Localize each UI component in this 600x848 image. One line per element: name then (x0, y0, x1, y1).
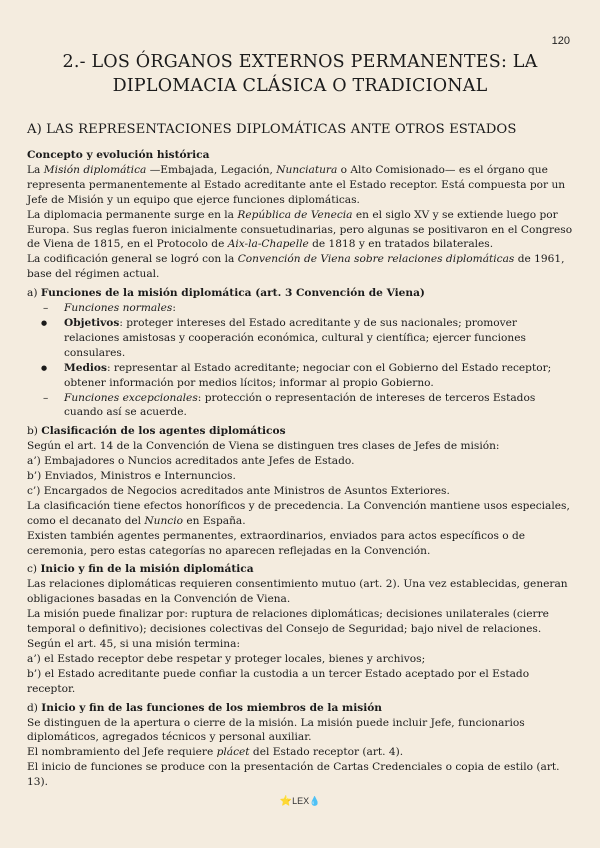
inicio-funciones-paragraph-2: El nombramiento del Jefe requiere plácet del Estado receptor (art. 4). (27, 746, 404, 759)
inicio-funciones-paragraph-1: Se distinguen de la apertura o cierre de la misión. La misión puede incluir Jefe, funcionarios diplomáticos, agregados técnicos y personal auxiliar. (27, 716, 525, 744)
list-item: b’) Enviados, Ministros e Internuncios. (27, 470, 236, 483)
list-item: ● Objetivos: proteger intereses del Estado acreditante y de sus nacionales; promover relaciones amistosas y cooperación económica, cultural y científica; ejercer funciones consulares. (64, 316, 575, 361)
inicio-mision-paragraph-1: Las relaciones diplomáticas requieren consentimiento mutuo (art. 2). Una vez establecidas, generan obligaciones basadas en la Convención de Viena. (27, 578, 568, 606)
drop-icon: 💧 (309, 796, 321, 806)
inicio-mision-heading: c) Inicio y fin de la misión diplomática (27, 563, 254, 576)
clasificacion-intro: Según el art. 14 de la Convención de Viena se distinguen tres clases de Jefes de misión: (27, 440, 500, 453)
concepto-paragraph-3: La codificación general se logró con la Convención de Viena sobre relaciones diplomáticas de 1961, base del régimen actual. (27, 253, 565, 281)
star-icon: ⭐ (279, 796, 293, 807)
inicio-funciones-heading: d) Inicio y fin de las funciones de los miembros de la misión (27, 701, 382, 714)
clasificacion-heading: b) Clasificación de los agentes diplomáticos (27, 425, 286, 438)
list-item: b’) el Estado acreditante puede confiar la custodia a un tercer Estado aceptado por el Estado receptor. (27, 667, 530, 695)
list-item: – Funciones excepcionales: protección o representación de intereses de terceros Estados cuando así se acuerde. (64, 391, 575, 421)
clasificacion-paragraph-3: Existen también agentes permanentes, extraordinarios, enviados para actos específicos o de ceremonia, pero estas categorías no aparecen reflejadas en la Convención. (27, 529, 526, 557)
page-number: 120 (551, 35, 570, 47)
page-title (20, 50, 580, 98)
inicio-funciones-paragraph-3: El inicio de funciones se produce con la presentación de Cartas Credenciales o copia de estilo (art. 13). (27, 761, 560, 789)
funciones-list (27, 301, 575, 420)
list-item: a’) Embajadores o Nuncios acreditados ante Jefes de Estado. (27, 455, 355, 468)
list-item: – Funciones normales: (64, 301, 575, 316)
concepto-heading: Concepto y evolución histórica (27, 149, 210, 161)
title-line-2: DIPLOMACIA CLÁSICA O TRADICIONAL (112, 76, 488, 96)
inicio-mision-paragraph-3: Según el art. 45, si una misión termina: (27, 638, 241, 650)
inicio-mision-paragraph-2: La misión puede finalizar por: ruptura de relaciones diplomáticas; decisiones unilaterales (cierre temporal o definitivo); decisiones colectivas del Consejo de Seguridad; bajo nivel de relaciones. (27, 608, 549, 636)
document-body (27, 148, 575, 790)
title-line-1: 2.- LOS ÓRGANOS EXTERNOS PERMANENTES: LA (62, 52, 538, 72)
list-item: c’) Encargados de Negocios acreditados ante Ministros de Asuntos Exteriores. (27, 484, 450, 497)
list-item: a’) el Estado receptor debe respetar y proteger locales, bienes y archivos; (27, 652, 426, 665)
list-item: ● Medios: representar al Estado acreditante; negociar con el Gobierno del Estado receptor; obtener información por medios lícitos; informar al propio Gobierno. (64, 361, 575, 391)
section-a-heading: A) LAS REPRESENTACIONES DIPLOMÁTICAS ANTE OTROS ESTADOS (27, 122, 517, 137)
funciones-heading: a) Funciones de la misión diplomática (art. 3 Convención de Viena) (27, 287, 425, 300)
footer-logo (0, 796, 600, 807)
clasificacion-paragraph-2: La clasificación tiene efectos honoríficos y de precedencia. La Convención mantiene usos especiales, como el decanato del Nuncio en España. (27, 499, 570, 527)
brand-text: LEX (292, 796, 310, 806)
concepto-paragraph-2: La diplomacia permanente surge en la República de Venecia en el siglo XV y se extiende luego por Europa. Sus reglas fueron inicialmente consuetudinarias, pero algunas se positivaron en el Congreso de Viena de 1815, en el Protocolo de Aix-la-Chapelle de 1818 y en tratados bilaterales. (27, 208, 573, 251)
concepto-paragraph-1: La Misión diplomática —Embajada, Legación, Nunciatura o Alto Comisionado— es el órgano que representa permanentemente al Estado acreditante ante el Estado receptor. Está compuesta por un Jefe de Misión y un equipo que ejerce funciones diplomáticas. (27, 163, 566, 206)
